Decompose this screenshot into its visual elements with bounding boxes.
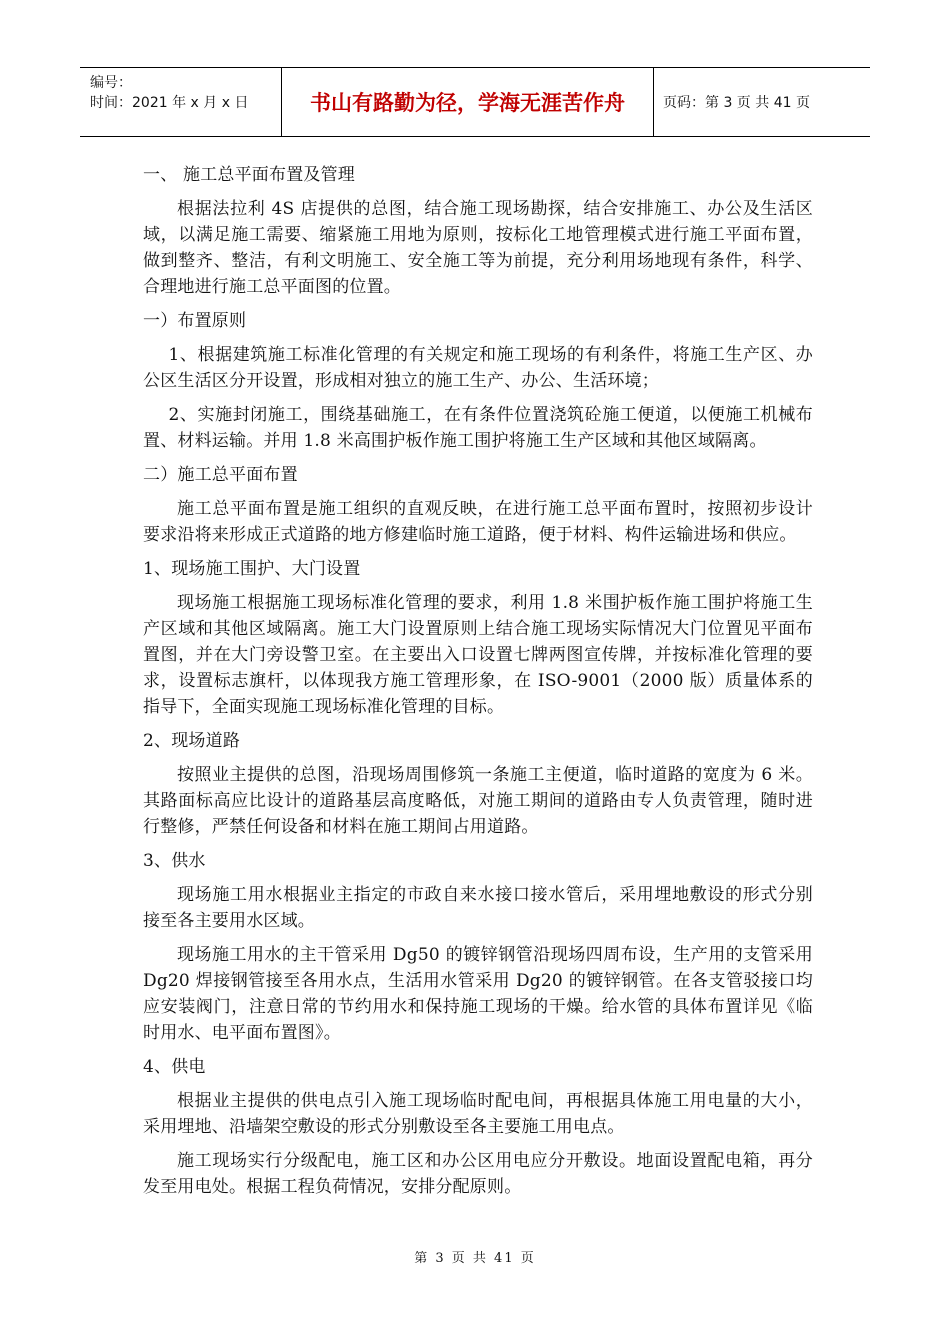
paragraph: 现场施工根据施工现场标准化管理的要求，利用 1.8 米围护板作施工围护将施工生产区域和其他区域隔离。施工大门设置原则上结合施工现场实际情况大门位置见平面布置图，并在大门旁设警卫室。在主要出入口设置七牌两图宣传牌，并按标准化管理的要求，设置标志旗杆，以体现我方施工管理形象，在 ISO-9001（2000 版）质量体系的指导下，全面实现施工现场标准化管理的目标。 <box>143 593 813 717</box>
item-heading: 2、现场道路 <box>143 731 241 751</box>
paragraph: 施工现场实行分级配电，施工区和办公区用电应分开敷设。地面设置配电箱，再分发至用电处。根据工程负荷情况，安排分配原则。 <box>143 1151 813 1197</box>
paragraph: 根据业主提供的供电点引入施工现场临时配电间，再根据具体施工用电量的大小，采用埋地、沿墙架空敷设的形式分别敷设至各主要施工用电点。 <box>143 1091 813 1137</box>
paragraph: 根据法拉利 4S 店提供的总图，结合施工现场勘探，结合安排施工、办公及生活区域，以满足施工需要、缩紧施工用地为原则，按标化工地管理模式进行施工平面布置，做到整齐、整洁，有利文明施工、安全施工等为前提，充分利用场地现有条件，科学、合理地进行施工总平面图的位置。 <box>143 199 813 297</box>
paragraph: 现场施工用水根据业主指定的市政自来水接口接水管后，采用埋地敷设的形式分别接至各主要用水区域。 <box>143 885 813 931</box>
paragraph: 2、实施封闭施工，围绕基础施工，在有条件位置浇筑砼施工便道，以便施工机械布置、材料运输。并用 1.8 米高围护板作施工围护将施工生产区域和其他区域隔离。 <box>143 405 813 451</box>
subsection-heading: 二）施工总平面布置 <box>143 465 298 485</box>
paragraph: 施工总平面布置是施工组织的直观反映，在进行施工总平面布置时，按照初步设计要求沿将来形成正式道路的地方修建临时施工道路，便于材料、构件运输进场和供应。 <box>143 499 813 545</box>
document-body <box>143 162 813 1200</box>
subsection-heading: 一）布置原则 <box>143 311 247 331</box>
paragraph: 1、根据建筑施工标准化管理的有关规定和施工现场的有利条件，将施工生产区、办公区生活区分开设置，形成相对独立的施工生产、办公、生活环境； <box>143 345 813 391</box>
header-motto: 书山有路勤为径，学海无涯苦作舟 <box>282 68 654 136</box>
page-header <box>80 67 870 137</box>
time-label: 时间：2021 年 x 月 x 日 <box>90 95 249 111</box>
item-heading: 4、供电 <box>143 1057 206 1077</box>
paragraph: 现场施工用水的主干管采用 Dg50 的镀锌钢管沿现场四周布设，生产用的支管采用 Dg20 焊接钢管接至各用水点，生活用水管采用 Dg20 的镀锌钢管。在各支管驳接口均应安装阀门，注意日常的节约用水和保持施工现场的干燥。给水管的具体布置详见《临时用水、电平面布置图》。 <box>143 945 813 1043</box>
item-heading: 3、供水 <box>143 851 206 871</box>
header-page-label: 页码：第 3 页 共 41 页 <box>663 95 810 111</box>
paragraph: 按照业主提供的总图，沿现场周围修筑一条施工主便道，临时道路的宽度为 6 米。其路面标高应比设计的道路基层高度略低，对施工期间的道路由专人负责管理，随时进行整修，严禁任何设备和材料在施工期间占用道路。 <box>143 765 813 837</box>
page-footer: 第 3 页 共 41 页 <box>414 1251 536 1266</box>
number-label: 编号： <box>90 75 132 91</box>
section-heading: 一、 施工总平面布置及管理 <box>143 165 356 185</box>
header-meta <box>80 68 282 136</box>
item-heading: 1、现场施工围护、大门设置 <box>143 559 361 579</box>
